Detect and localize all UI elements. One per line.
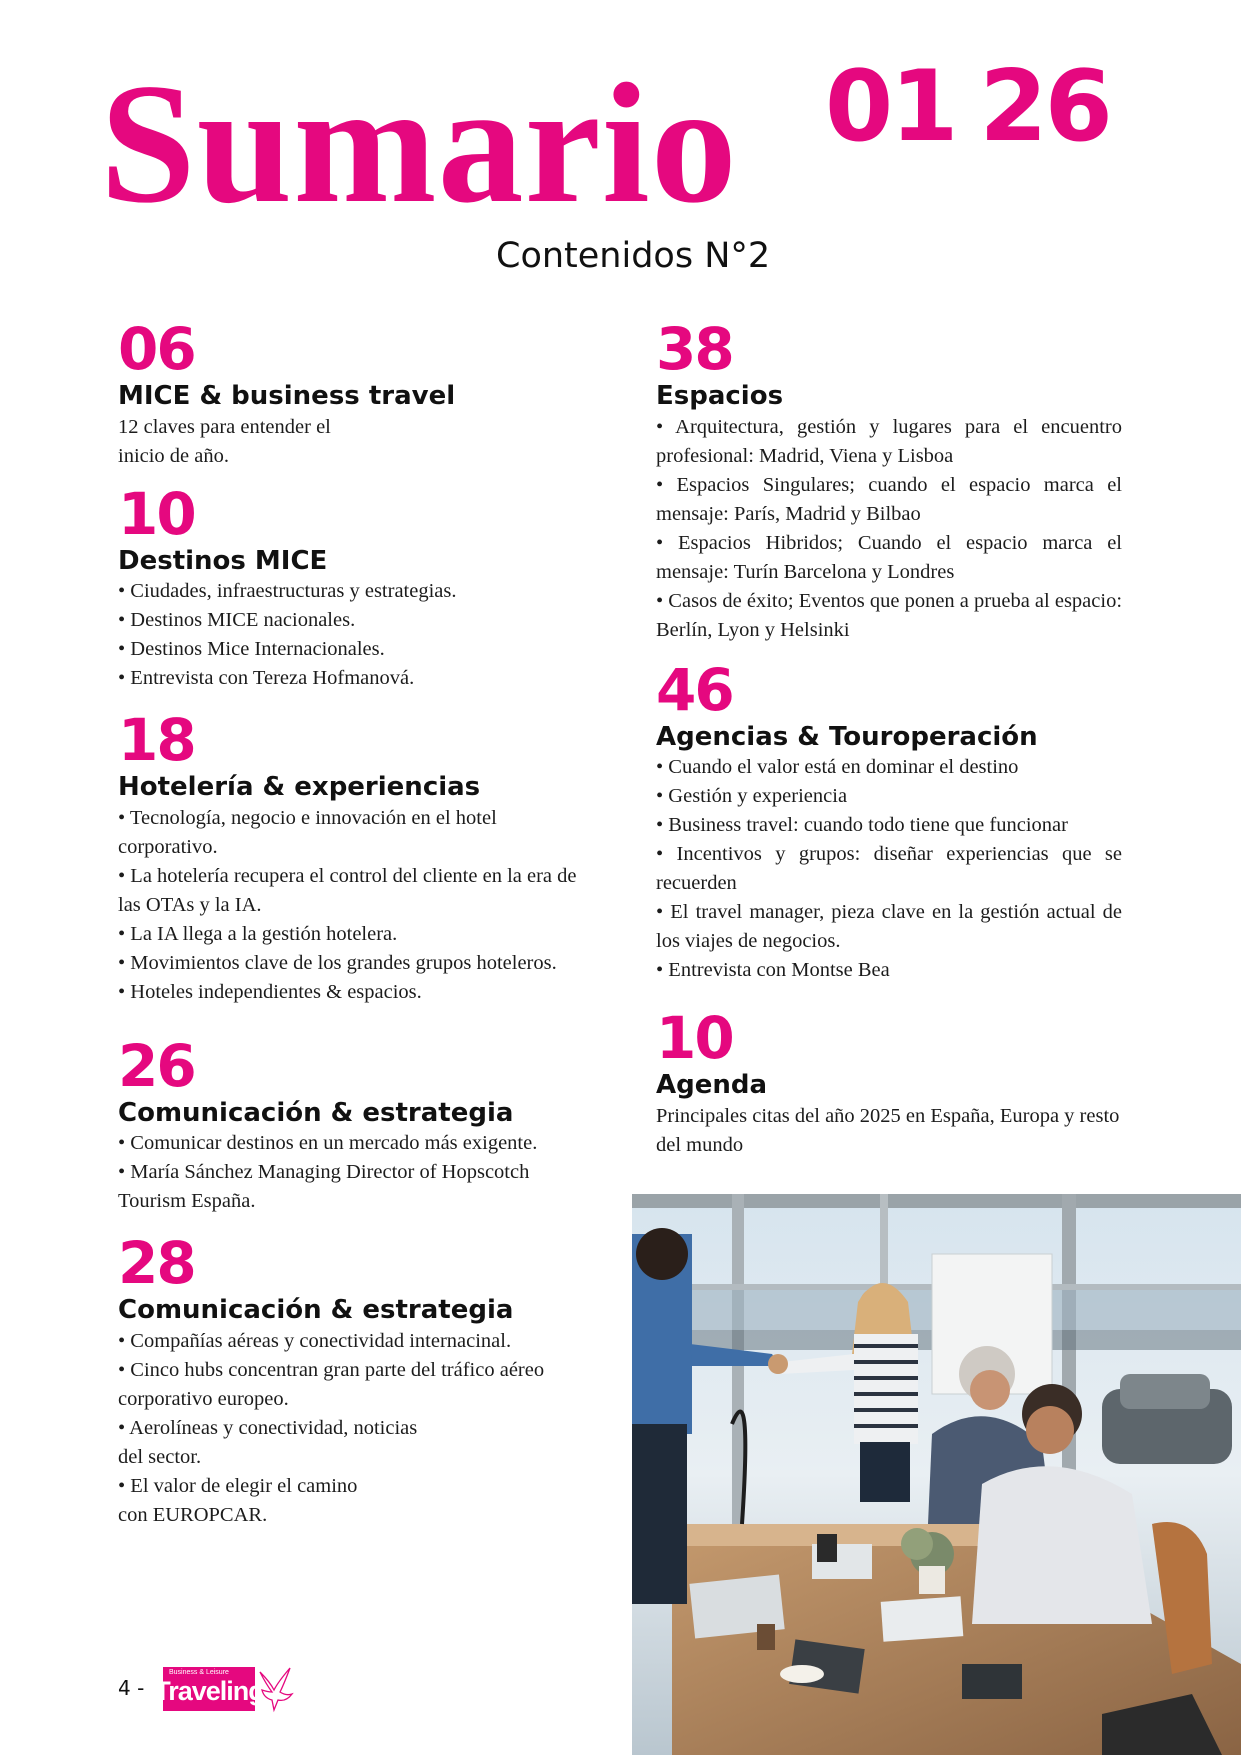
list-item: • Gestión y experiencia (656, 785, 848, 807)
list-item: • La hotelería recupera el control del cliente en la era de las OTAs y la IA. (118, 864, 577, 916)
section-page-number: 18 (118, 706, 195, 774)
section-description: 12 claves para entender el inicio de año. (118, 415, 331, 467)
list-item: • Business travel: cuando todo tiene que funcionar (656, 814, 1068, 836)
section-comunicacion-1[interactable] (118, 1031, 588, 1217)
section-agenda[interactable] (656, 1004, 1122, 1160)
right-column (656, 315, 1123, 1176)
issue-number-a: 01 (825, 50, 956, 164)
section-espacios[interactable] (656, 315, 1123, 645)
list-item: • La IA llega a la gestión hotelera. (118, 922, 398, 945)
list-item: • Ciudades, infraestructuras y estrategias. (118, 580, 457, 602)
list-item: • Destinos MICE nacionales. (118, 609, 356, 631)
section-page-number: 46 (656, 655, 733, 724)
list-item: • Entrevista con Montse Bea (656, 959, 890, 981)
hummingbird-icon (256, 1664, 296, 1714)
list-item: • Tecnología, negocio e innovación en el hotel corporativo. (118, 806, 497, 858)
list-item: • Arquitectura, gestión y lugares para el encuentro profesional: Madrid, Viena y Lisboa (656, 415, 1122, 467)
list-item: • María Sánchez Managing Director of Hopscotch Tourism España. (118, 1161, 530, 1212)
list-item: • El travel manager, pieza clave en la gestión actual de los viajes de negocios. (656, 901, 1122, 952)
section-title: Comunicación & estrategia (118, 1295, 514, 1325)
section-page-number: 10 (118, 479, 195, 548)
section-page-number: 10 (656, 1004, 733, 1072)
list-item: • Cinco hubs concentran gran parte del tráfico aéreo corporativo europeo. (118, 1358, 545, 1410)
section-title: Espacios (656, 381, 784, 411)
section-hoteleria[interactable] (118, 706, 588, 1007)
list-item: • Destinos Mice Internacionales. (118, 638, 385, 660)
list-item: • Compañías aéreas y conectividad internacinal. (118, 1329, 512, 1352)
section-title: Destinos MICE (118, 545, 328, 576)
section-agencias[interactable] (656, 655, 1122, 986)
list-item: • Casos de éxito; Eventos que ponen a prueba al espacio: Berlín, Lyon y Helsinki (656, 589, 1123, 641)
list-item: • Aerolíneas y conectividad, noticias del sector. (118, 1416, 418, 1468)
meeting-photo (632, 1194, 1241, 1755)
left-column (118, 315, 588, 1546)
logo-tagline: Business & Leisure (169, 1669, 229, 1676)
traveling-logo (154, 1667, 264, 1711)
page-title: Sumario (100, 49, 738, 239)
list-item: • Espacios Singulares; cuando el espacio marca el mensaje: París, Madrid y Bilbao (656, 473, 1122, 525)
list-item: • El valor de elegir el camino con EUROPCAR. (118, 1474, 358, 1526)
list-item: • Cuando el valor está en dominar el destino (656, 756, 1019, 778)
section-comunicacion-2[interactable] (118, 1229, 588, 1530)
list-item: • Comunicar destinos en un mercado más exigente. (118, 1132, 538, 1154)
page-number: 4 - (118, 1676, 145, 1700)
section-page-number: 26 (118, 1031, 195, 1100)
logo-text: Traveling (154, 1676, 264, 1706)
section-title: MICE & business travel (118, 381, 456, 411)
list-item: • Movimientos clave de los grandes grupos hoteleros. (118, 951, 557, 974)
section-title: Agenda (656, 1070, 768, 1100)
section-page-number: 06 (118, 315, 195, 383)
issue-number-b: 26 (979, 50, 1110, 164)
section-mice-business-travel[interactable] (118, 315, 588, 471)
section-title: Hotelería & experiencias (118, 772, 481, 802)
list-item: • Hoteles independientes & espacios. (118, 980, 422, 1003)
section-page-number: 38 (656, 315, 733, 383)
list-item: • Incentivos y grupos: diseñar experiencias que se recuerden (656, 843, 1122, 894)
section-page-number: 28 (118, 1229, 195, 1297)
section-title: Comunicación & estrategia (118, 1097, 514, 1128)
section-destinos-mice[interactable] (118, 479, 588, 694)
page-subtitle: Contenidos N°2 (496, 236, 771, 276)
list-item: • Entrevista con Tereza Hofmanová. (118, 667, 415, 689)
section-description: Principales citas del año 2025 en España, Europa y resto del mundo (656, 1104, 1120, 1156)
issue-number (825, 50, 1110, 164)
list-item: • Espacios Hibridos; Cuando el espacio marca el mensaje: Turín Barcelona y Londres (656, 531, 1122, 583)
section-title: Agencias & Touroperación (656, 721, 1038, 752)
